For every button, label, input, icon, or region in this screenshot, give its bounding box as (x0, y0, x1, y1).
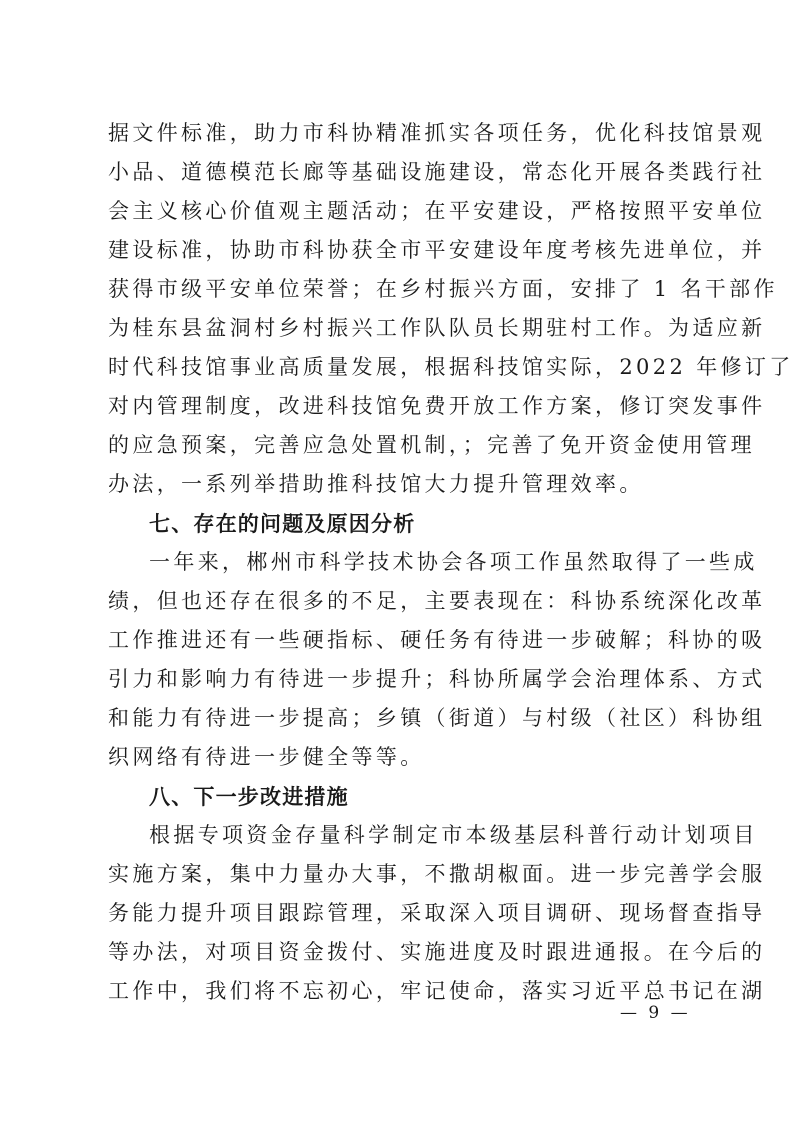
paragraph-line: 引力和影响力有待进一步提升；科协所属学会治理体系、方式 (108, 667, 766, 691)
page-number: — 9 — (620, 1003, 691, 1023)
paragraph-line: 和能力有待进一步提高；乡镇（街道）与村级（社区）科协组 (108, 706, 766, 730)
paragraph-line: 为桂东县盆洞村乡村振兴工作队队员长期驻村工作。为适应新 (108, 316, 766, 340)
paragraph-line: 对内管理制度，改进科技馆免费开放工作方案，修订突发事件 (108, 394, 766, 418)
paragraph-line: 等办法，对项目资金拨付、实施进度及时跟进通报。在今后的 (108, 940, 766, 964)
paragraph-line: 的应急预案，完善应急处置机制，；完善了免开资金使用管理 (108, 433, 755, 457)
paragraph-line: 根据专项资金存量科学制定市本级基层科普行动计划项目 (149, 823, 758, 847)
paragraph-line: 实施方案，集中力量办大事，不撒胡椒面。进一步完善学会服 (108, 862, 766, 886)
paragraph-line: 办法，一系列举措助推科技馆大力提升管理效率。 (108, 472, 644, 496)
paragraph-line: 一年来，郴州市科学技术协会各项工作虽然取得了一些成 (149, 550, 758, 574)
paragraph-line: 绩，但也还存在很多的不足，主要表现在：科协系统深化改革 (108, 589, 766, 613)
paragraph-line: 小品、道德模范长廊等基础设施建设，常态化开展各类践行社 (108, 160, 766, 184)
section-heading-7: 七、存在的问题及原因分析 (149, 511, 416, 536)
paragraph-line: 工作中，我们将不忘初心，牢记使命，落实习近平总书记在湖 (108, 979, 766, 1003)
paragraph-line: 务能力提升项目跟踪管理，采取深入项目调研、现场督查指导 (108, 901, 766, 925)
paragraph-line: 时代科技馆事业高质量发展，根据科技馆实际，2022 年修订了 (108, 355, 794, 379)
paragraph-line: 会主义核心价值观主题活动；在平安建设，严格按照平安单位 (108, 199, 766, 223)
paragraph-line: 获得市级平安单位荣誉；在乡村振兴方面，安排了 1 名干部作 (108, 277, 778, 301)
paragraph-line: 据文件标准，助力市科协精准抓实各项任务，优化科技馆景观 (108, 121, 766, 145)
section-heading-8: 八、下一步改进措施 (149, 784, 349, 809)
paragraph-line: 织网络有待进一步健全等等。 (108, 745, 425, 769)
paragraph-line: 工作推进还有一些硬指标、硬任务有待进一步破解；科协的吸 (108, 628, 766, 652)
paragraph-line: 建设标准，协助市科协获全市平安建设年度考核先进单位，并 (108, 238, 766, 262)
